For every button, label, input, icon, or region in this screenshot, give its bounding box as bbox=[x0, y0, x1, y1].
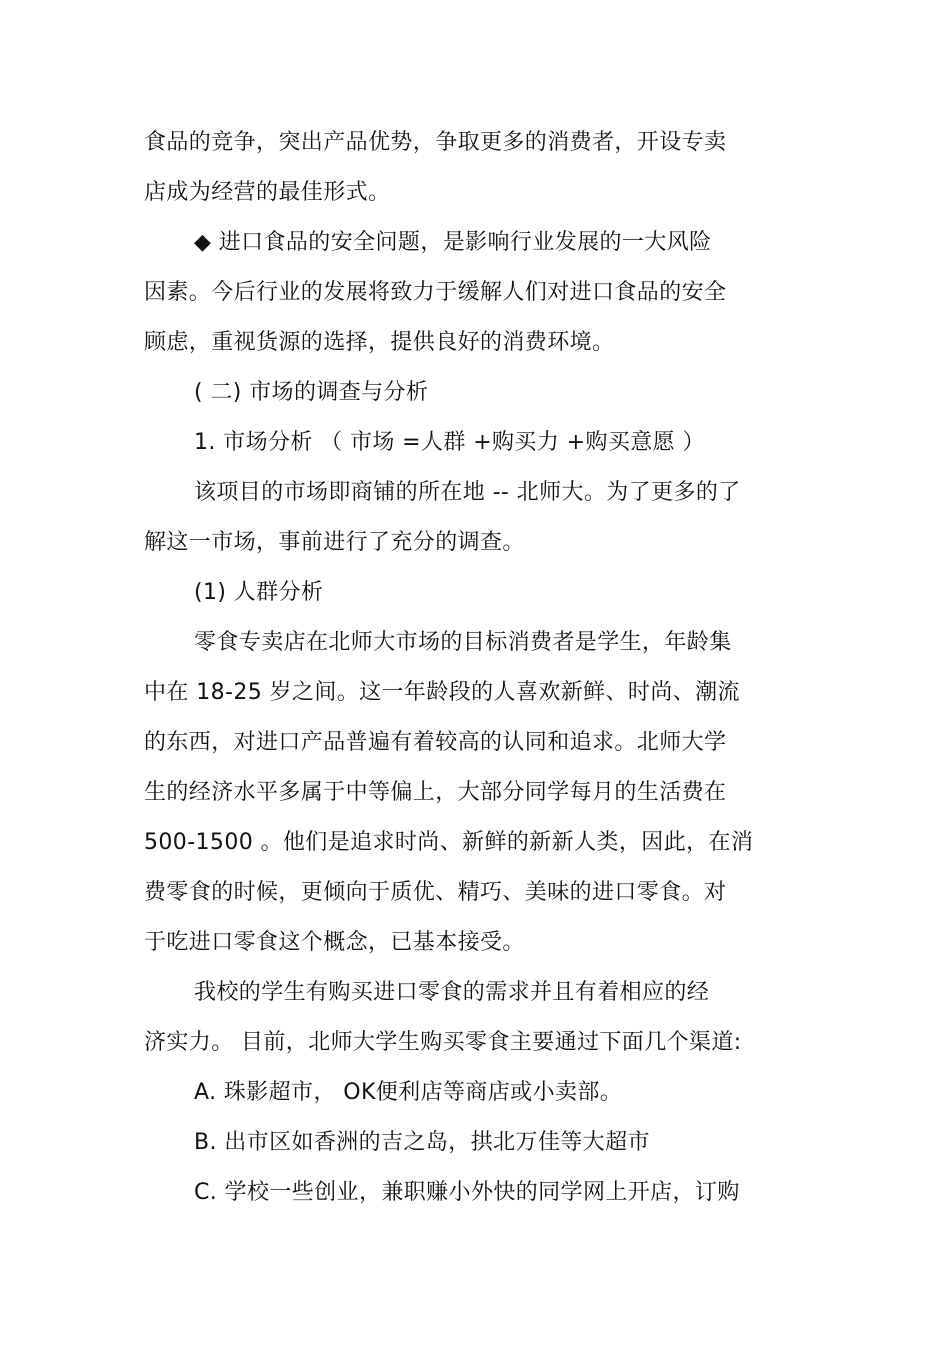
text-line: 的东西，对进口产品普遍有着较高的认同和追求。北师大学 bbox=[144, 730, 727, 755]
text-line: ◆ 进口食品的安全问题，是影响行业发展的一大风险 bbox=[194, 230, 712, 255]
text-line: 费零食的时候，更倾向于质优、精巧、美味的进口零食。对 bbox=[144, 880, 727, 905]
text-line: 店成为经营的最佳形式。 bbox=[144, 180, 391, 205]
text-line: 中在 18-25 岁之间。这一年龄段的人喜欢新鲜、时尚、潮流 bbox=[144, 680, 740, 705]
list-item: C. 学校一些创业，兼职赚小外快的同学网上开店，订购 bbox=[194, 1180, 740, 1205]
text-line: 于吃进口零食这个概念，已基本接受。 bbox=[144, 930, 525, 955]
text-line: 500-1500 。他们是追求时尚、新鲜的新新人类，因此，在消 bbox=[144, 830, 754, 855]
text-line: 零食专卖店在北师大市场的目标消费者是学生，年龄集 bbox=[194, 630, 732, 655]
text-line: 顾虑，重视货源的选择，提供良好的消费环境。 bbox=[144, 330, 615, 355]
subsection-heading: (1) 人群分析 bbox=[194, 580, 324, 605]
text-line: 该项目的市场即商铺的所在地 -- 北师大。为了更多的了 bbox=[194, 480, 741, 505]
list-item: B. 出市区如香洲的吉之岛，拱北万佳等大超市 bbox=[194, 1130, 650, 1155]
text-line: 济实力。 目前，北师大学生购买零食主要通过下面几个渠道: bbox=[144, 1030, 742, 1055]
text-line: 解这一市场，事前进行了充分的调查。 bbox=[144, 530, 525, 555]
list-item: A. 珠影超市， OK便利店等商店或小卖部。 bbox=[194, 1080, 623, 1105]
text-line: 我校的学生有购买进口零食的需求并且有着相应的经 bbox=[194, 980, 710, 1005]
subsection-heading: 1. 市场分析 （ 市场 =人群 +购买力 +购买意愿 ） bbox=[194, 430, 705, 455]
section-heading: ( 二) 市场的调查与分析 bbox=[194, 380, 429, 405]
text-line: 生的经济水平多属于中等偏上，大部分同学每月的生活费在 bbox=[144, 780, 727, 805]
text-line: 因素。今后行业的发展将致力于缓解人们对进口食品的安全 bbox=[144, 280, 727, 305]
text-line: 食品的竞争，突出产品优势，争取更多的消费者，开设专卖 bbox=[144, 130, 727, 155]
